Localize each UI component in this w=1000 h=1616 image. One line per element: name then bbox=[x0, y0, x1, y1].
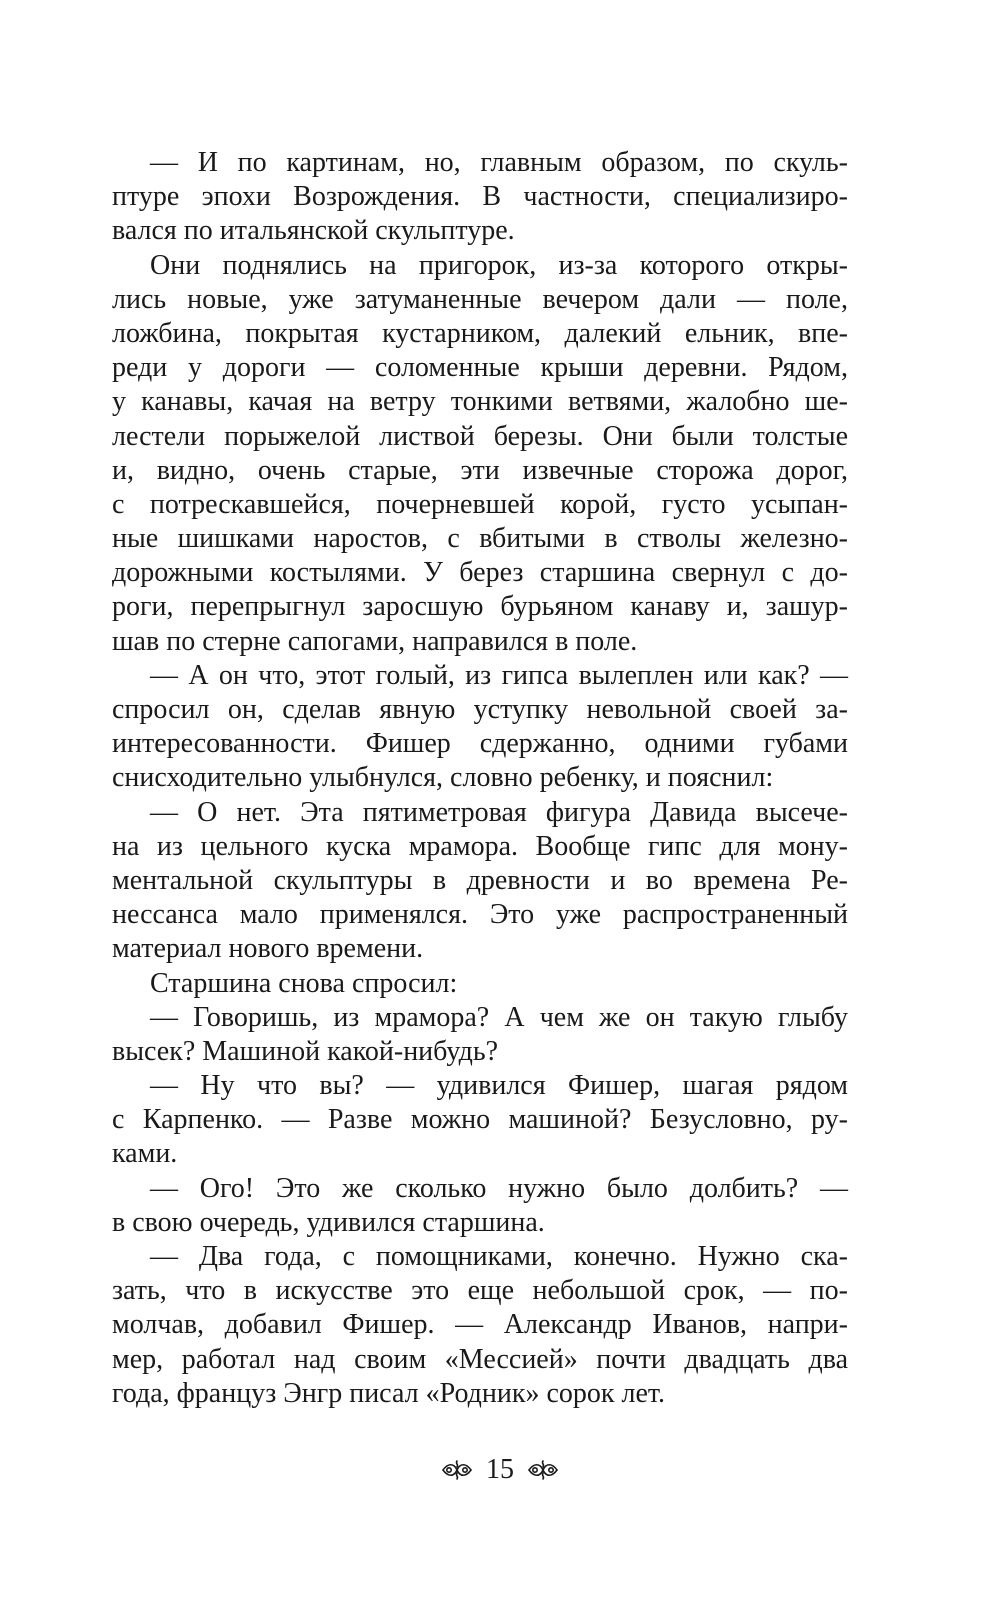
text-line: лестели порыжелой листвой березы. Они были толстые bbox=[112, 420, 848, 452]
text-line: птуре эпохи Возрождения. В частности, специализиро- bbox=[112, 181, 848, 213]
text-line: года, француз Энгр писал «Родник» сорок лет. bbox=[112, 1377, 666, 1409]
text-line: вался по итальянской скульптуре. bbox=[112, 215, 515, 247]
text-line: высек? Машиной какой-нибудь? bbox=[112, 1035, 499, 1067]
text-line: реди у дороги — соломенные крыши деревни. Рядом, bbox=[112, 352, 848, 384]
text-line: ложбина, покрытая кустарником, далекий ельник, впе- bbox=[112, 317, 848, 349]
body-text bbox=[112, 146, 848, 1411]
text-line: нессанса мало применялся. Это уже распространенный bbox=[112, 899, 848, 931]
text-line: — Два года, с помощниками, конечно. Нужно ска- bbox=[150, 1241, 848, 1272]
page-number: 15 bbox=[486, 1454, 514, 1485]
text-line: дорожными костылями. У берез старшина свернул с до- bbox=[112, 557, 848, 589]
text-line: у канавы, качая на ветру тонкими ветвями, жалобно ше- bbox=[112, 386, 848, 418]
text-line: — Ну что вы? — удивился Фишер, шагая рядом bbox=[150, 1070, 848, 1102]
text-line: на из цельного куска мрамора. Вообще гипс для мону- bbox=[112, 830, 848, 862]
text-line: шав по стерне сапогами, направился в поле. bbox=[112, 625, 638, 657]
text-line: спросил он, сделав явную уступку невольной своей за- bbox=[112, 694, 848, 725]
text-line: Они поднялись на пригорок, из-за которого откры- bbox=[150, 249, 848, 281]
text-line: ментальной скульптуры в древности и во времена Ре- bbox=[112, 864, 848, 896]
text-line: — Говоришь, из мрамора? А чем же он такую глыбу bbox=[150, 1001, 848, 1033]
text-line: снисходительно улыбнулся, словно ребенку, и пояснил: bbox=[112, 762, 774, 794]
text-line: интересованности. Фишер сдержанно, одними губами bbox=[112, 728, 848, 760]
text-line: с Карпенко. — Разве можно машиной? Безусловно, ру- bbox=[112, 1104, 848, 1136]
text-line: мер, работал над своим «Мессией» почти двадцать два bbox=[112, 1343, 848, 1375]
text-line: в свою очередь, удивился старшина. bbox=[112, 1206, 545, 1238]
text-line: — О нет. Эта пятиметровая фигура Давида высече- bbox=[150, 796, 848, 828]
text-line: молчав, добавил Фишер. — Александр Иванов, напри- bbox=[112, 1309, 848, 1341]
text-line: ные шишками наростов, с вбитыми в стволы железно- bbox=[112, 523, 848, 555]
page-footer bbox=[0, 1450, 1000, 1490]
right-flourish-icon bbox=[526, 1457, 560, 1483]
text-line: — И по картинам, но, главным образом, по скуль- bbox=[150, 147, 848, 178]
text-line: зать, что в искусстве это еще небольшой срок, — по- bbox=[112, 1275, 848, 1307]
text-line: ками. bbox=[112, 1138, 178, 1170]
text-line: с потрескавшейся, почерневшей корой, густо усыпан- bbox=[112, 488, 848, 520]
text-line: — А он что, этот голый, из гипса вылеплен или как? — bbox=[150, 659, 848, 691]
text-line: лись новые, уже затуманенные вечером дали — поле, bbox=[112, 283, 848, 315]
text-line: роги, перепрыгнул заросшую бурьяном канаву и, зашур- bbox=[112, 591, 848, 623]
text-line: — Ого! Это же сколько нужно было долбить? — bbox=[150, 1172, 848, 1204]
left-flourish-icon bbox=[440, 1457, 474, 1483]
text-line: материал нового времени. bbox=[112, 933, 424, 965]
text-line: Старшина снова спросил: bbox=[150, 967, 458, 999]
text-line: и, видно, очень старые, эти извечные сторожа дорог, bbox=[112, 454, 848, 486]
